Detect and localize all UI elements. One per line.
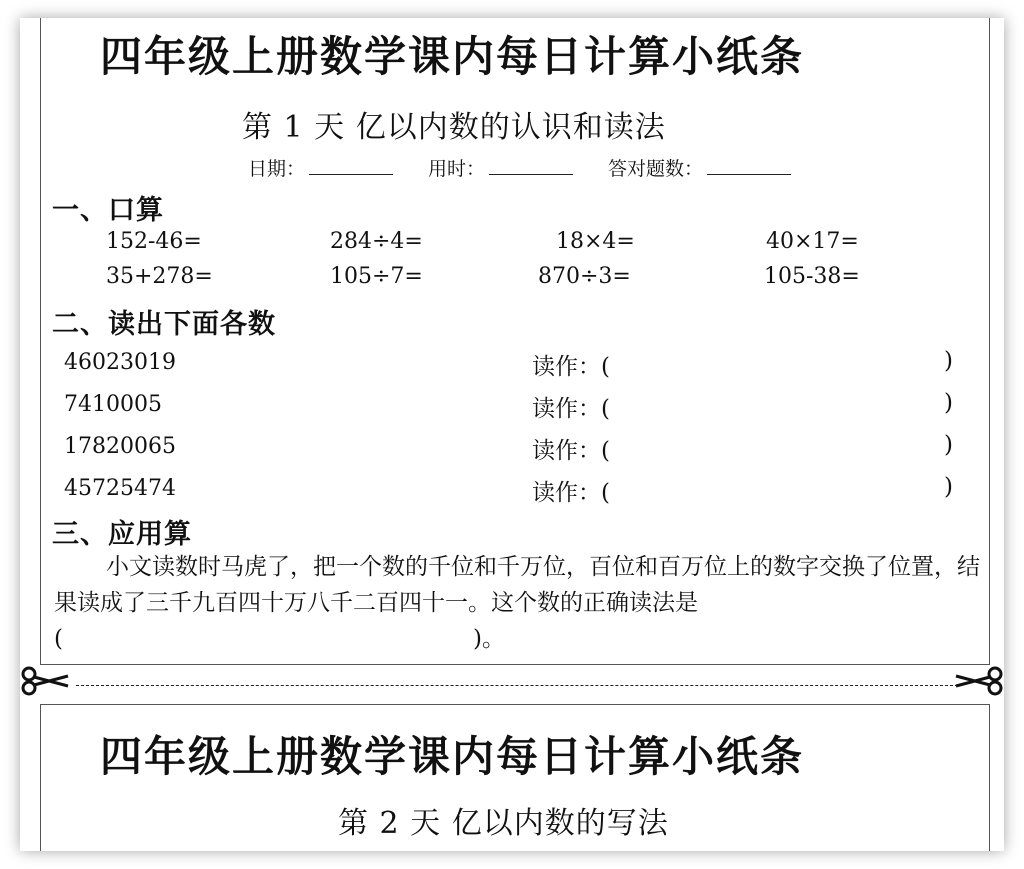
section-word-problem-heading: 三、应用算 <box>52 519 192 550</box>
time-blank <box>489 160 573 175</box>
page-title-day2: 四年级上册数学课内每日计算小纸条 <box>100 732 805 781</box>
number-to-read: 45725474 <box>64 476 176 501</box>
calc-item: 284÷4= <box>330 229 423 254</box>
time-label: 用时： <box>428 158 486 180</box>
read-as-close-paren: ) <box>944 348 953 374</box>
correct-count-field <box>608 154 791 181</box>
date-label: 日期： <box>248 158 306 180</box>
calc-item: 105-38= <box>764 264 860 289</box>
answer-open-paren: ( <box>54 626 63 652</box>
read-as-label: 读作：( <box>532 480 610 506</box>
word-problem-body: 小文读数时马虎了，把一个数的千位和千万位，百位和百万位上的数字交换了位置，结果读成了三千九百四十万八千二百四十一。这个数的正确读法是 <box>54 554 980 616</box>
read-as-close-paren: ) <box>944 474 953 500</box>
answer-close-paren: )。 <box>472 626 505 652</box>
scissors-right-icon <box>954 665 1004 705</box>
calc-item: 18×4= <box>556 229 635 254</box>
word-problem-text <box>54 549 984 621</box>
page-title: 四年级上册数学课内每日计算小纸条 <box>100 32 805 81</box>
correct-label: 答对题数： <box>608 158 704 180</box>
word-problem-answer-line <box>54 621 505 657</box>
calc-item: 35+278= <box>106 264 213 289</box>
read-as-label: 读作：( <box>532 396 610 422</box>
number-to-read: 7410005 <box>64 392 162 417</box>
day1-subtitle: 第 1 天 亿以内数的认识和读法 <box>242 110 666 145</box>
section-oral-calc-heading: 一、口算 <box>52 195 164 226</box>
day2-subtitle: 第 2 天 亿以内数的写法 <box>338 806 669 841</box>
date-blank <box>309 160 393 175</box>
section-read-numbers-heading: 二、读出下面各数 <box>52 309 276 340</box>
calc-item: 105÷7= <box>330 264 423 289</box>
correct-blank <box>707 160 791 175</box>
read-as-label: 读作：( <box>532 438 610 464</box>
cut-line <box>76 685 958 686</box>
time-field <box>428 154 573 181</box>
worksheet-page <box>20 18 1004 851</box>
date-field <box>248 154 393 181</box>
calc-item: 40×17= <box>766 229 859 254</box>
scissors-left-icon <box>20 665 70 705</box>
read-as-close-paren: ) <box>944 390 953 416</box>
calc-item: 152-46= <box>106 229 202 254</box>
read-as-close-paren: ) <box>944 432 953 458</box>
read-as-label: 读作：( <box>532 354 610 380</box>
calc-item: 870÷3= <box>538 264 631 289</box>
number-to-read: 46023019 <box>64 350 176 375</box>
number-to-read: 17820065 <box>64 434 176 459</box>
